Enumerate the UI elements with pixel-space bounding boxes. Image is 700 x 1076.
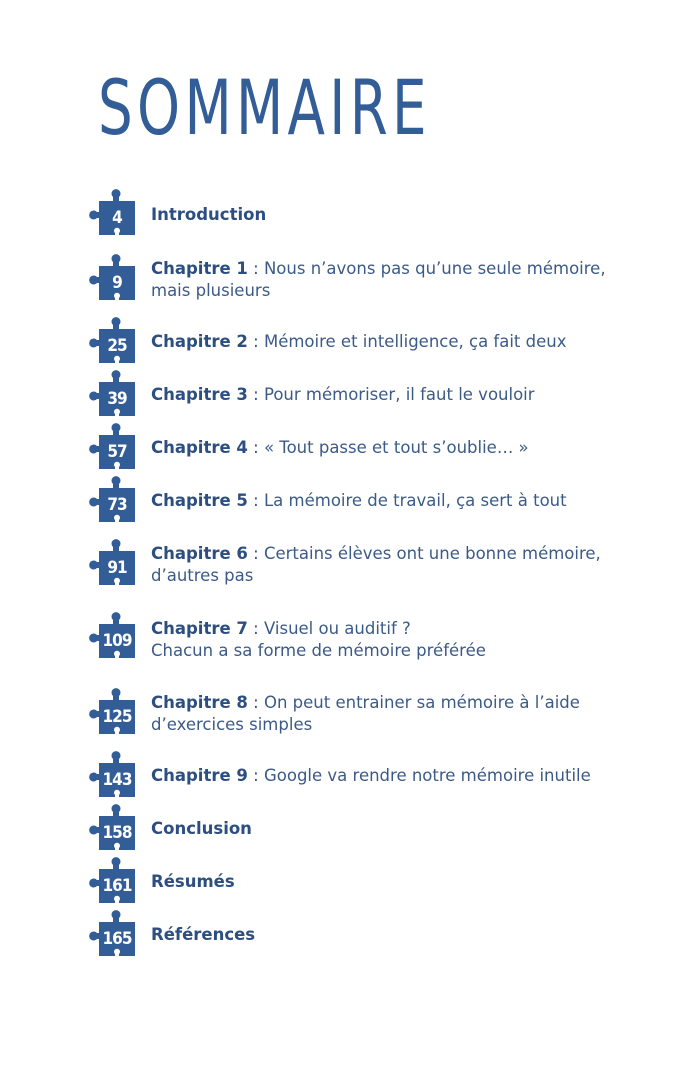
page-number: 125 — [102, 707, 132, 727]
puzzle-piece-icon — [88, 187, 138, 239]
entry-separator: : — [247, 385, 264, 404]
entry-description: On peut entrainer sa mémoire à l’aide — [263, 693, 580, 712]
entry-separator: : — [247, 438, 264, 457]
entry-label: Chapitre 5 — [151, 491, 248, 510]
entry-separator: : — [247, 544, 264, 563]
puzzle-piece-icon — [88, 315, 138, 367]
entry-label: Chapitre 3 — [151, 385, 248, 404]
page-number: 161 — [102, 876, 132, 896]
entry-description: Nous n’avons pas qu’une seule mémoire, — [263, 259, 606, 278]
page-number: 109 — [102, 631, 132, 651]
entry-description: Mémoire et intelligence, ça fait deux — [263, 332, 567, 351]
entry-separator: : — [247, 619, 264, 638]
entry-separator: : — [247, 491, 264, 510]
page-number: 158 — [102, 823, 132, 843]
puzzle-piece-icon — [88, 537, 138, 589]
puzzle-piece-icon — [88, 749, 138, 801]
puzzle-piece-icon — [88, 908, 138, 960]
entry-separator: : — [247, 693, 264, 712]
entry-label: Conclusion — [151, 819, 252, 838]
entry-label: Chapitre 1 — [151, 259, 248, 278]
entry-label: Chapitre 4 — [151, 438, 248, 457]
page-number: 39 — [107, 389, 127, 409]
puzzle-piece-icon — [88, 610, 138, 662]
puzzle-piece-icon — [88, 474, 138, 526]
entry-label: Chapitre 2 — [151, 332, 248, 351]
puzzle-piece-icon — [88, 686, 138, 738]
entry-description-line2: mais plusieurs — [151, 281, 271, 300]
entry-description: « Tout passe et tout s’oublie… » — [263, 438, 529, 457]
entry-separator: : — [247, 766, 264, 785]
page-number: 4 — [112, 208, 122, 228]
page-number: 25 — [107, 336, 127, 356]
page-number: 57 — [107, 442, 127, 462]
entry-label: Références — [151, 925, 256, 944]
entry-description: Visuel ou auditif ? — [263, 619, 411, 638]
page-number: 91 — [107, 558, 127, 578]
page-title: SOMMAIRE — [98, 63, 431, 152]
puzzle-piece-icon — [88, 855, 138, 907]
puzzle-piece-icon — [88, 368, 138, 420]
page-number: 9 — [112, 273, 122, 293]
entry-description-line2: d’autres pas — [151, 566, 254, 585]
entry-label: Chapitre 8 — [151, 693, 248, 712]
entry-separator: : — [247, 259, 264, 278]
entry-label: Chapitre 9 — [151, 766, 248, 785]
entry-label: Résumés — [151, 872, 235, 891]
entry-description-line2: Chacun a sa forme de mémoire préférée — [151, 641, 486, 660]
page-number: 143 — [102, 770, 132, 790]
entry-description-line2: d’exercices simples — [151, 715, 313, 734]
page-number: 165 — [102, 929, 132, 949]
entry-description: La mémoire de travail, ça sert à tout — [263, 491, 567, 510]
page-number: 73 — [107, 495, 127, 515]
entry-label: Chapitre 6 — [151, 544, 248, 563]
puzzle-piece-icon — [88, 421, 138, 473]
puzzle-piece-icon — [88, 252, 138, 304]
entry-description: Google va rendre notre mémoire inutile — [263, 766, 591, 785]
entry-label: Chapitre 7 — [151, 619, 248, 638]
entry-description: Pour mémoriser, il faut le vouloir — [263, 385, 535, 404]
puzzle-piece-icon — [88, 802, 138, 854]
entry-separator: : — [247, 332, 264, 351]
entry-label: Introduction — [151, 205, 267, 224]
entry-description: Certains élèves ont une bonne mémoire, — [263, 544, 601, 563]
